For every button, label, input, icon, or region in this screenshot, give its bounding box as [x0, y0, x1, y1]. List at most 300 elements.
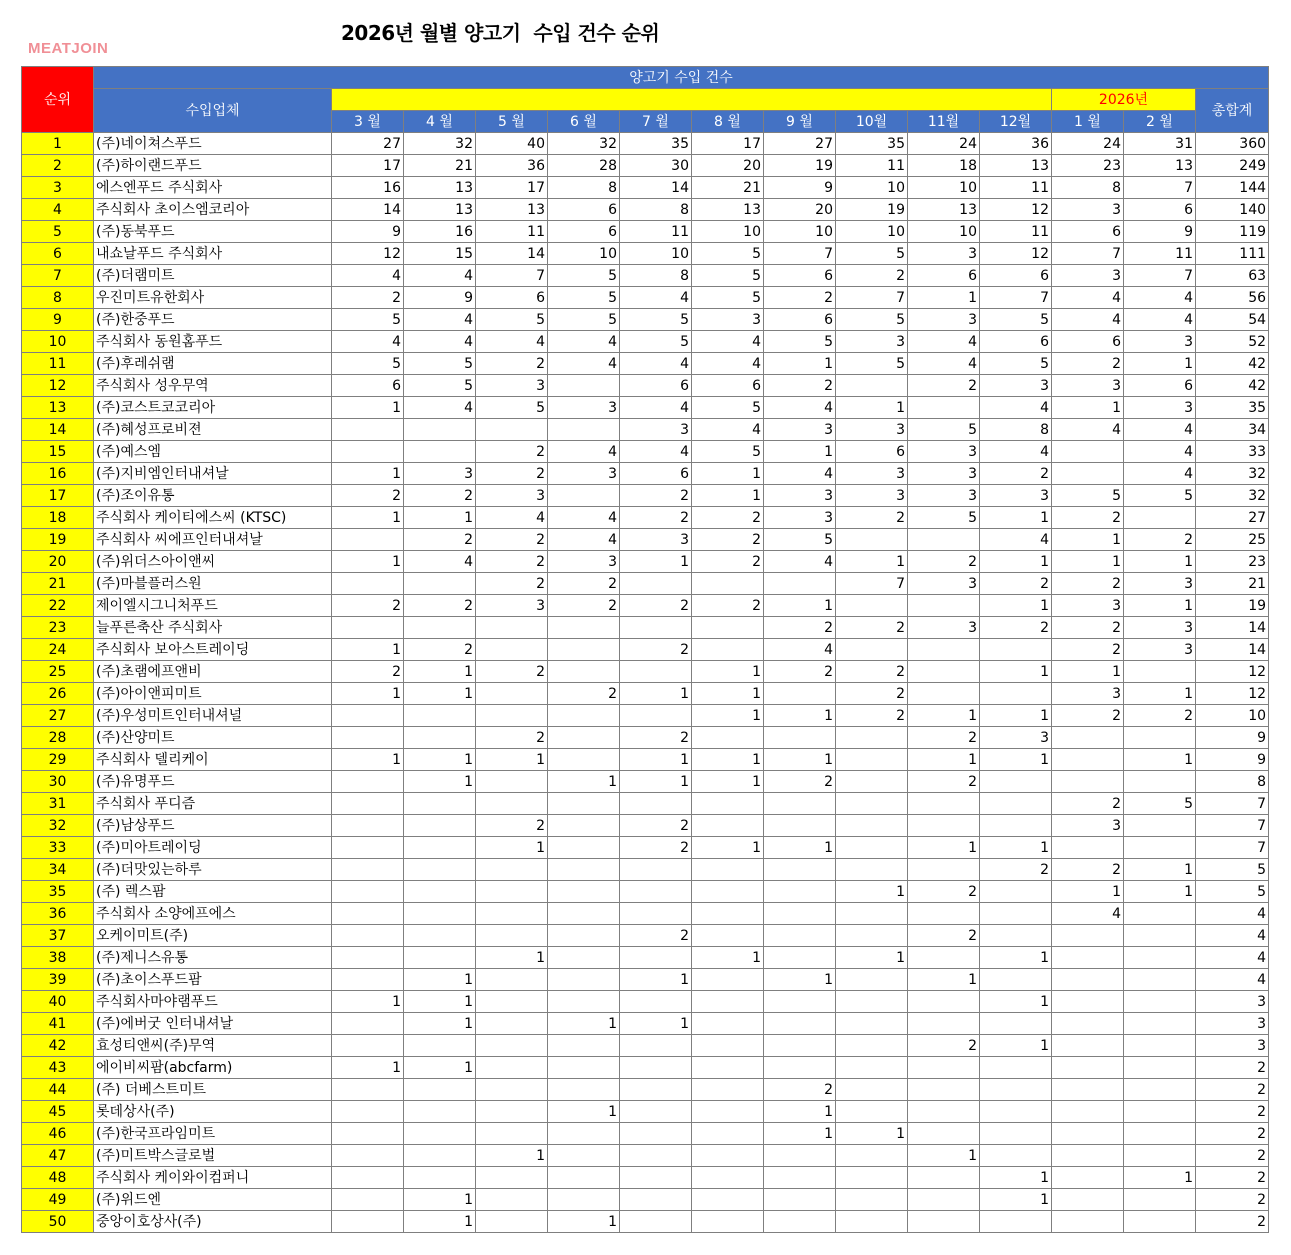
month-value-cell — [980, 1211, 1052, 1233]
rank-header: 순위 — [22, 67, 94, 133]
month-value-cell — [1052, 969, 1124, 991]
month-value-cell: 1 — [908, 749, 980, 771]
month-value-cell: 1 — [404, 1189, 476, 1211]
month-value-cell — [692, 1123, 764, 1145]
month-value-cell — [836, 1101, 908, 1123]
month-value-cell — [620, 903, 692, 925]
month-value-cell — [836, 1079, 908, 1101]
total-cell: 5 — [1196, 881, 1269, 903]
month-value-cell: 27 — [764, 133, 836, 155]
month-value-cell: 1 — [764, 705, 836, 727]
total-cell: 4 — [1196, 969, 1269, 991]
month-value-cell — [908, 991, 980, 1013]
total-cell: 2 — [1196, 1189, 1269, 1211]
table-row — [22, 419, 1269, 441]
company-cell: 효성티앤씨(주)무역 — [94, 1035, 332, 1057]
month-value-cell: 4 — [1052, 419, 1124, 441]
month-value-cell — [404, 815, 476, 837]
table-row — [22, 353, 1269, 375]
month-value-cell — [836, 771, 908, 793]
month-value-cell — [404, 617, 476, 639]
month-header: 2 월 — [1124, 111, 1196, 133]
company-cell: (주)한국프라임미트 — [94, 1123, 332, 1145]
rank-cell: 33 — [22, 837, 94, 859]
table-row — [22, 683, 1269, 705]
month-value-cell — [548, 837, 620, 859]
month-value-cell: 1 — [332, 1057, 404, 1079]
month-value-cell — [1052, 837, 1124, 859]
month-value-cell — [332, 617, 404, 639]
company-cell: (주)남상푸드 — [94, 815, 332, 837]
month-value-cell: 1 — [1124, 859, 1196, 881]
company-cell: 주식회사 동원홈푸드 — [94, 331, 332, 353]
company-cell: 주식회사 초이스엠코리아 — [94, 199, 332, 221]
month-value-cell — [620, 1145, 692, 1167]
month-value-cell: 4 — [1124, 287, 1196, 309]
total-cell: 7 — [1196, 793, 1269, 815]
month-value-cell — [620, 705, 692, 727]
month-value-cell: 1 — [620, 1013, 692, 1035]
month-value-cell: 4 — [332, 331, 404, 353]
company-cell: 주식회사 케이티에스씨 (KTSC) — [94, 507, 332, 529]
month-value-cell — [836, 1013, 908, 1035]
month-value-cell: 1 — [404, 683, 476, 705]
month-value-cell — [332, 925, 404, 947]
table-row — [22, 397, 1269, 419]
month-value-cell: 3 — [476, 375, 548, 397]
month-value-cell — [764, 683, 836, 705]
month-value-cell: 17 — [692, 133, 764, 155]
rank-cell: 9 — [22, 309, 94, 331]
month-value-cell: 35 — [836, 133, 908, 155]
month-value-cell: 4 — [980, 397, 1052, 419]
month-value-cell: 2 — [404, 595, 476, 617]
month-value-cell: 2 — [548, 573, 620, 595]
month-value-cell: 35 — [620, 133, 692, 155]
month-value-cell — [1052, 1145, 1124, 1167]
month-value-cell: 2 — [908, 375, 980, 397]
month-value-cell — [908, 1101, 980, 1123]
rank-cell: 30 — [22, 771, 94, 793]
month-value-cell: 8 — [548, 177, 620, 199]
rank-cell: 19 — [22, 529, 94, 551]
month-value-cell: 2 — [764, 287, 836, 309]
month-value-cell: 4 — [908, 331, 980, 353]
total-cell: 5 — [1196, 859, 1269, 881]
rank-cell: 42 — [22, 1035, 94, 1057]
month-value-cell — [1052, 1167, 1124, 1189]
month-value-cell: 2 — [908, 925, 980, 947]
month-value-cell: 15 — [404, 243, 476, 265]
table-row — [22, 375, 1269, 397]
company-cell: (주)더램미트 — [94, 265, 332, 287]
month-value-cell: 28 — [548, 155, 620, 177]
month-value-cell — [476, 1101, 548, 1123]
month-value-cell — [476, 1167, 548, 1189]
month-value-cell: 5 — [404, 375, 476, 397]
month-value-cell: 24 — [908, 133, 980, 155]
month-value-cell — [764, 859, 836, 881]
month-value-cell — [548, 1123, 620, 1145]
month-value-cell: 1 — [980, 661, 1052, 683]
month-value-cell: 23 — [1052, 155, 1124, 177]
month-value-cell — [980, 925, 1052, 947]
month-value-cell — [1052, 463, 1124, 485]
month-value-cell: 1 — [1052, 397, 1124, 419]
total-cell: 4 — [1196, 903, 1269, 925]
month-value-cell — [764, 1057, 836, 1079]
month-value-cell — [908, 1057, 980, 1079]
month-value-cell — [908, 529, 980, 551]
month-value-cell — [620, 661, 692, 683]
month-value-cell: 13 — [908, 199, 980, 221]
month-value-cell: 5 — [692, 243, 764, 265]
month-value-cell: 13 — [404, 199, 476, 221]
table-row — [22, 925, 1269, 947]
month-value-cell: 11 — [1124, 243, 1196, 265]
month-value-cell — [548, 1189, 620, 1211]
month-value-cell — [908, 815, 980, 837]
month-value-cell — [1124, 727, 1196, 749]
month-value-cell — [1052, 925, 1124, 947]
month-value-cell — [404, 1079, 476, 1101]
total-cell: 3 — [1196, 991, 1269, 1013]
company-cell: 늘푸른축산 주식회사 — [94, 617, 332, 639]
month-value-cell: 2 — [1052, 507, 1124, 529]
month-value-cell: 1 — [692, 947, 764, 969]
month-value-cell — [692, 727, 764, 749]
month-value-cell — [836, 1167, 908, 1189]
month-value-cell: 1 — [548, 1211, 620, 1233]
rank-cell: 26 — [22, 683, 94, 705]
month-value-cell: 1 — [908, 287, 980, 309]
month-value-cell — [1124, 1123, 1196, 1145]
total-cell: 25 — [1196, 529, 1269, 551]
month-value-cell: 1 — [404, 507, 476, 529]
month-value-cell: 2 — [980, 463, 1052, 485]
rank-cell: 29 — [22, 749, 94, 771]
month-value-cell — [332, 969, 404, 991]
month-value-cell — [476, 617, 548, 639]
rank-cell: 38 — [22, 947, 94, 969]
month-value-cell: 1 — [908, 969, 980, 991]
month-value-cell — [332, 1013, 404, 1035]
month-value-cell: 10 — [908, 177, 980, 199]
month-value-cell: 4 — [764, 639, 836, 661]
month-value-cell — [764, 881, 836, 903]
month-value-cell — [764, 793, 836, 815]
month-header: 8 월 — [692, 111, 764, 133]
month-value-cell: 4 — [1124, 441, 1196, 463]
month-value-cell: 4 — [476, 507, 548, 529]
table-row — [22, 177, 1269, 199]
month-value-cell: 1 — [1052, 529, 1124, 551]
month-value-cell: 18 — [908, 155, 980, 177]
month-value-cell: 1 — [332, 463, 404, 485]
month-value-cell: 4 — [548, 507, 620, 529]
company-cell: (주) 렉스팜 — [94, 881, 332, 903]
month-value-cell — [1052, 1079, 1124, 1101]
table-row — [22, 529, 1269, 551]
rank-cell: 43 — [22, 1057, 94, 1079]
month-value-cell: 6 — [1052, 331, 1124, 353]
month-value-cell: 1 — [404, 749, 476, 771]
month-header: 3 월 — [332, 111, 404, 133]
month-value-cell — [404, 1145, 476, 1167]
month-value-cell: 3 — [1124, 331, 1196, 353]
month-value-cell — [836, 1211, 908, 1233]
table-row — [22, 749, 1269, 771]
month-value-cell: 1 — [692, 837, 764, 859]
month-value-cell: 5 — [764, 529, 836, 551]
company-cell: (주)코스트코코리아 — [94, 397, 332, 419]
month-header: 11월 — [908, 111, 980, 133]
table-row — [22, 507, 1269, 529]
month-value-cell — [404, 573, 476, 595]
month-value-cell: 36 — [980, 133, 1052, 155]
month-header: 9 월 — [764, 111, 836, 133]
rank-cell: 12 — [22, 375, 94, 397]
month-value-cell: 6 — [692, 375, 764, 397]
month-value-cell: 4 — [404, 309, 476, 331]
month-value-cell: 2 — [692, 529, 764, 551]
month-value-cell: 2 — [1052, 859, 1124, 881]
month-value-cell — [332, 1145, 404, 1167]
month-value-cell: 1 — [764, 1123, 836, 1145]
table-row — [22, 1145, 1269, 1167]
month-value-cell — [476, 1079, 548, 1101]
month-value-cell: 1 — [548, 771, 620, 793]
month-value-cell: 10 — [620, 243, 692, 265]
month-value-cell: 13 — [692, 199, 764, 221]
month-value-cell — [1124, 925, 1196, 947]
month-value-cell: 1 — [404, 991, 476, 1013]
table-row — [22, 793, 1269, 815]
month-value-cell: 5 — [548, 265, 620, 287]
month-value-cell: 1 — [980, 1035, 1052, 1057]
month-value-cell — [836, 859, 908, 881]
month-value-cell: 1 — [980, 749, 1052, 771]
month-value-cell: 1 — [332, 639, 404, 661]
total-cell: 27 — [1196, 507, 1269, 529]
meatjoin-logo: MEATJOIN — [28, 40, 109, 57]
month-value-cell: 2 — [1052, 793, 1124, 815]
month-value-cell — [332, 881, 404, 903]
month-value-cell — [692, 859, 764, 881]
month-value-cell — [548, 991, 620, 1013]
month-value-cell: 32 — [548, 133, 620, 155]
month-value-cell: 5 — [980, 353, 1052, 375]
month-value-cell: 5 — [692, 441, 764, 463]
month-value-cell: 1 — [476, 1145, 548, 1167]
month-value-cell — [764, 947, 836, 969]
month-value-cell: 1 — [980, 947, 1052, 969]
month-value-cell: 6 — [476, 287, 548, 309]
total-cell: 8 — [1196, 771, 1269, 793]
month-value-cell: 4 — [620, 397, 692, 419]
month-value-cell: 2 — [476, 573, 548, 595]
month-value-cell: 2 — [620, 815, 692, 837]
month-value-cell — [332, 903, 404, 925]
month-value-cell: 5 — [836, 309, 908, 331]
month-value-cell: 1 — [620, 749, 692, 771]
rank-cell: 1 — [22, 133, 94, 155]
company-cell: (주)마블플러스원 — [94, 573, 332, 595]
month-value-cell: 14 — [476, 243, 548, 265]
month-value-cell — [980, 1145, 1052, 1167]
total-cell: 9 — [1196, 727, 1269, 749]
table-row — [22, 661, 1269, 683]
month-value-cell: 2 — [764, 661, 836, 683]
month-value-cell: 11 — [620, 221, 692, 243]
month-value-cell — [836, 639, 908, 661]
total-cell: 7 — [1196, 837, 1269, 859]
rank-cell: 4 — [22, 199, 94, 221]
month-value-cell — [1124, 771, 1196, 793]
month-value-cell — [620, 1123, 692, 1145]
month-value-cell — [980, 1079, 1052, 1101]
month-value-cell: 1 — [764, 749, 836, 771]
month-value-cell: 1 — [332, 683, 404, 705]
month-value-cell — [692, 1211, 764, 1233]
month-value-cell — [332, 573, 404, 595]
month-value-cell — [980, 683, 1052, 705]
total-cell: 52 — [1196, 331, 1269, 353]
month-value-cell — [980, 881, 1052, 903]
month-value-cell: 2 — [836, 683, 908, 705]
month-value-cell — [692, 793, 764, 815]
month-value-cell: 5 — [620, 331, 692, 353]
month-value-cell — [836, 925, 908, 947]
month-value-cell — [692, 1145, 764, 1167]
month-value-cell: 1 — [836, 397, 908, 419]
company-cell: 주식회사 성우무역 — [94, 375, 332, 397]
table-row — [22, 837, 1269, 859]
month-value-cell — [548, 661, 620, 683]
month-value-cell: 6 — [1124, 199, 1196, 221]
month-value-cell — [1124, 661, 1196, 683]
month-value-cell: 7 — [836, 573, 908, 595]
table-row — [22, 1079, 1269, 1101]
month-value-cell: 4 — [404, 265, 476, 287]
month-value-cell: 3 — [548, 463, 620, 485]
month-value-cell — [404, 881, 476, 903]
month-value-cell — [404, 419, 476, 441]
company-cell: (주)에버굿 인터내셔날 — [94, 1013, 332, 1035]
total-cell: 2 — [1196, 1101, 1269, 1123]
table-row — [22, 1057, 1269, 1079]
month-value-cell: 1 — [476, 749, 548, 771]
company-cell: 롯데상사(주) — [94, 1101, 332, 1123]
month-value-cell — [404, 705, 476, 727]
month-value-cell: 7 — [836, 287, 908, 309]
month-value-cell — [1052, 1057, 1124, 1079]
table-row — [22, 881, 1269, 903]
month-value-cell: 10 — [908, 221, 980, 243]
month-value-cell — [692, 1013, 764, 1035]
month-value-cell: 6 — [980, 265, 1052, 287]
month-value-cell: 3 — [1124, 617, 1196, 639]
month-value-cell: 14 — [332, 199, 404, 221]
month-value-cell: 1 — [764, 595, 836, 617]
month-value-cell: 3 — [980, 485, 1052, 507]
month-value-cell — [908, 903, 980, 925]
month-value-cell: 2 — [908, 881, 980, 903]
month-value-cell: 9 — [332, 221, 404, 243]
month-value-cell: 2 — [476, 727, 548, 749]
month-value-cell — [620, 1057, 692, 1079]
month-value-cell: 5 — [620, 309, 692, 331]
month-value-cell — [1124, 1013, 1196, 1035]
company-cell: 주식회사 소양에프에스 — [94, 903, 332, 925]
month-value-cell: 3 — [548, 397, 620, 419]
company-cell: (주)동북푸드 — [94, 221, 332, 243]
table-row — [22, 1167, 1269, 1189]
month-value-cell — [1124, 991, 1196, 1013]
month-value-cell: 6 — [1052, 221, 1124, 243]
table-row — [22, 727, 1269, 749]
company-cell: (주)초램에프앤비 — [94, 661, 332, 683]
month-value-cell: 6 — [1124, 375, 1196, 397]
month-value-cell — [476, 793, 548, 815]
month-value-cell — [836, 749, 908, 771]
total-cell: 2 — [1196, 1079, 1269, 1101]
company-cell: 중앙이호상사(주) — [94, 1211, 332, 1233]
total-cell: 9 — [1196, 749, 1269, 771]
month-value-cell: 3 — [908, 441, 980, 463]
total-cell: 42 — [1196, 353, 1269, 375]
month-value-cell: 1 — [908, 837, 980, 859]
month-value-cell — [404, 947, 476, 969]
month-value-cell: 6 — [908, 265, 980, 287]
month-value-cell: 1 — [476, 947, 548, 969]
month-value-cell — [836, 727, 908, 749]
table-row — [22, 969, 1269, 991]
month-value-cell — [332, 727, 404, 749]
page-title: 2026년 월별 양고기 수입 건수 순위 — [341, 21, 660, 45]
month-value-cell: 1 — [692, 661, 764, 683]
company-cell: 에이비씨팜(abcfarm) — [94, 1057, 332, 1079]
month-value-cell: 2 — [332, 661, 404, 683]
month-value-cell: 3 — [1124, 573, 1196, 595]
month-value-cell — [1052, 771, 1124, 793]
month-value-cell — [476, 1211, 548, 1233]
month-value-cell: 2 — [908, 771, 980, 793]
month-value-cell — [908, 639, 980, 661]
month-value-cell — [620, 617, 692, 639]
month-value-cell: 16 — [404, 221, 476, 243]
month-value-cell: 2 — [836, 705, 908, 727]
total-cell: 2 — [1196, 1145, 1269, 1167]
year-2025-band — [332, 89, 1052, 111]
month-value-cell — [620, 881, 692, 903]
month-value-cell: 7 — [1052, 243, 1124, 265]
month-value-cell — [476, 683, 548, 705]
company-cell: (주) 더베스트미트 — [94, 1079, 332, 1101]
month-value-cell — [836, 815, 908, 837]
month-value-cell — [980, 903, 1052, 925]
month-value-cell: 2 — [836, 265, 908, 287]
month-value-cell — [476, 1189, 548, 1211]
company-cell: (주)지비엠인터내셔날 — [94, 463, 332, 485]
total-cell: 4 — [1196, 947, 1269, 969]
month-value-cell — [980, 771, 1052, 793]
total-cell: 4 — [1196, 925, 1269, 947]
month-value-cell — [836, 375, 908, 397]
total-cell: 7 — [1196, 815, 1269, 837]
rank-cell: 35 — [22, 881, 94, 903]
month-value-cell — [692, 903, 764, 925]
